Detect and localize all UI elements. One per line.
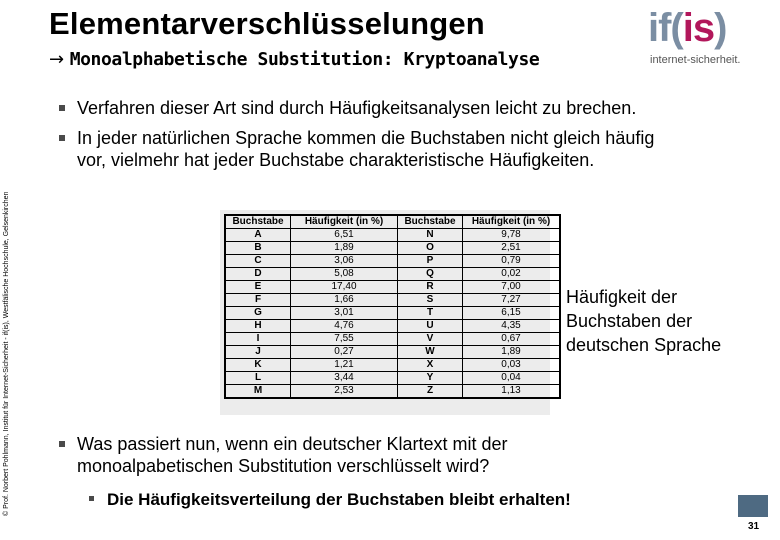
- letter-cell: T: [398, 307, 463, 320]
- header-frequency-2: Häufigkeit (in %): [463, 215, 561, 229]
- frequency-cell: 7,27: [463, 294, 561, 307]
- frequency-cell: 4,76: [291, 320, 398, 333]
- table-body: [225, 229, 560, 399]
- letter-cell: J: [225, 346, 291, 359]
- table-row: [225, 294, 560, 307]
- frequency-cell: 0,03: [463, 359, 561, 372]
- frequency-cell: 1,13: [463, 385, 561, 399]
- letter-cell: U: [398, 320, 463, 333]
- letter-cell: P: [398, 255, 463, 268]
- frequency-cell: 0,79: [463, 255, 561, 268]
- letter-cell: D: [225, 268, 291, 281]
- frequency-cell: 4,35: [463, 320, 561, 333]
- frequency-cell: 7,00: [463, 281, 561, 294]
- header-frequency-1: Häufigkeit (in %): [291, 215, 398, 229]
- arrow-right-icon: →: [49, 49, 64, 70]
- letter-cell: S: [398, 294, 463, 307]
- table-header-row: [225, 215, 560, 229]
- letter-cell: L: [225, 372, 291, 385]
- table-row: [225, 307, 560, 320]
- frequency-cell: 1,89: [463, 346, 561, 359]
- letter-cell: N: [398, 229, 463, 242]
- frequency-cell: 0,02: [463, 268, 561, 281]
- logo-paren: ): [714, 6, 727, 50]
- frequency-cell: 17,40: [291, 281, 398, 294]
- logo-wordmark: [648, 6, 726, 51]
- table-row: [225, 333, 560, 346]
- slide-title: Elementarverschlüsselungen: [49, 6, 485, 41]
- frequency-cell: 0,27: [291, 346, 398, 359]
- copyright-vertical: © Prof. Norbert Pohlmann, Institut für Internet-Sicherheit - if(is), Westfälische Hochschule, Gelsenkirchen: [3, 191, 10, 516]
- bullet-1: Verfahren dieser Art sind durch Häufigkeitsanalysen leicht zu brechen.: [77, 98, 637, 118]
- table-row: [225, 385, 560, 399]
- letter-frequency-table: [224, 214, 561, 399]
- letter-cell: G: [225, 307, 291, 320]
- frequency-cell: 1,66: [291, 294, 398, 307]
- bullet-square-icon: [59, 105, 65, 111]
- page-marker-box: [738, 495, 768, 517]
- letter-cell: K: [225, 359, 291, 372]
- sub-bullet-square-icon: [89, 496, 94, 501]
- letter-cell: E: [225, 281, 291, 294]
- table-row: [225, 229, 560, 242]
- letter-cell: M: [225, 385, 291, 399]
- table-row: [225, 255, 560, 268]
- bullet-square-icon: [59, 441, 65, 447]
- frequency-cell: 7,55: [291, 333, 398, 346]
- letter-cell: O: [398, 242, 463, 255]
- frequency-cell: 2,51: [463, 242, 561, 255]
- letter-cell: V: [398, 333, 463, 346]
- frequency-cell: 0,67: [463, 333, 561, 346]
- frequency-cell: 3,01: [291, 307, 398, 320]
- header-letter-1: Buchstabe: [225, 215, 291, 229]
- logo-is: is: [682, 6, 715, 50]
- table-caption: Häufigkeit der Buchstaben der deutschen Sprache: [566, 287, 722, 355]
- letter-cell: Y: [398, 372, 463, 385]
- frequency-cell: 9,78: [463, 229, 561, 242]
- letter-cell: F: [225, 294, 291, 307]
- subtitle-text: Monoalphabetische Substitution: Kryptoanalyse: [69, 49, 540, 70]
- letter-cell: X: [398, 359, 463, 372]
- bullet-2: In jeder natürlichen Sprache kommen die Buchstaben nicht gleich häufig vor, vielmehr hat jeder Buchstabe charakteristische Häufigkeiten.: [77, 128, 655, 170]
- if-is-logo: [648, 6, 758, 72]
- letter-cell: C: [225, 255, 291, 268]
- bullet-4-subpoint: Die Häufigkeitsverteilung der Buchstaben bleibt erhalten!: [107, 490, 571, 509]
- logo-subtext: internet-sicherheit.: [650, 54, 741, 66]
- bullet-3: Was passiert nun, wenn ein deutscher Klartext mit der monoalpabetischen Substitution verschlüsselt wird?: [77, 434, 508, 476]
- frequency-cell: 1,89: [291, 242, 398, 255]
- table-row: [225, 281, 560, 294]
- table-row: [225, 268, 560, 281]
- letter-cell: W: [398, 346, 463, 359]
- letter-cell: I: [225, 333, 291, 346]
- page-number: 31: [748, 521, 760, 532]
- letter-cell: Z: [398, 385, 463, 399]
- frequency-cell: 3,44: [291, 372, 398, 385]
- frequency-cell: 3,06: [291, 255, 398, 268]
- frequency-cell: 6,51: [291, 229, 398, 242]
- slide-subtitle: [49, 49, 539, 70]
- frequency-cell: 5,08: [291, 268, 398, 281]
- letter-cell: B: [225, 242, 291, 255]
- frequency-cell: 2,53: [291, 385, 398, 399]
- table-row: [225, 359, 560, 372]
- letter-cell: Q: [398, 268, 463, 281]
- bullet-square-icon: [59, 135, 65, 141]
- frequency-cell: 6,15: [463, 307, 561, 320]
- header-letter-2: Buchstabe: [398, 215, 463, 229]
- table-row: [225, 346, 560, 359]
- frequency-cell: 0,04: [463, 372, 561, 385]
- table-row: [225, 320, 560, 333]
- logo-if: if(: [648, 6, 683, 50]
- table-row: [225, 242, 560, 255]
- letter-cell: A: [225, 229, 291, 242]
- letter-cell: R: [398, 281, 463, 294]
- letter-cell: H: [225, 320, 291, 333]
- table-row: [225, 372, 560, 385]
- frequency-cell: 1,21: [291, 359, 398, 372]
